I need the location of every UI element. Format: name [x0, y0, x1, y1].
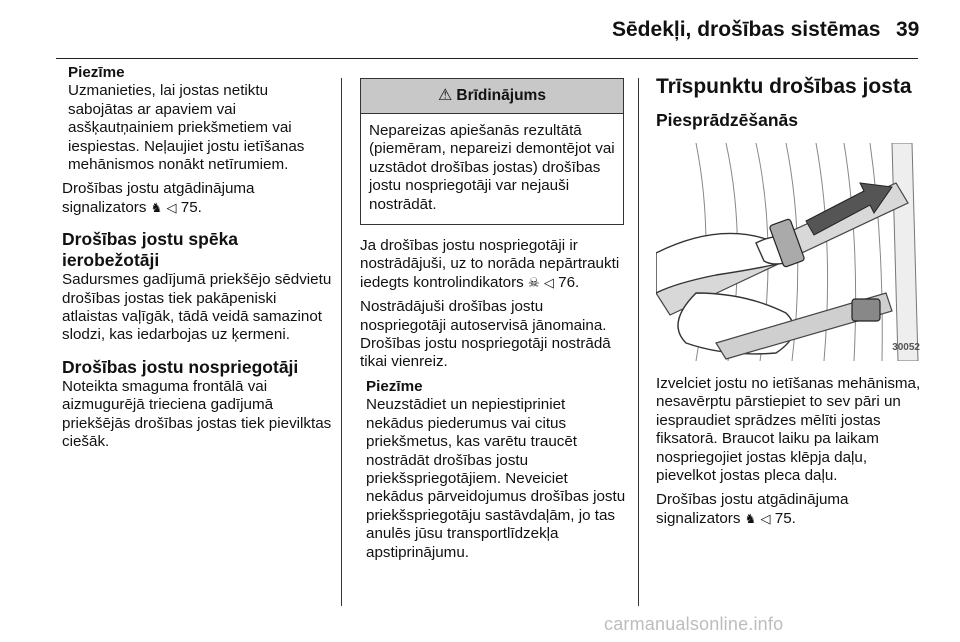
fastening-instructions: Izvelciet jostu no ietīšanas mehānisma, nesavērptu pārstiepiet to sev pāri un iespraudiet sprādzes mēlīti jostas fiksatorā. Braucot laiku pa laikam nospriegojiet jostas klēpja daļu, pievelkot jostas pleca daļu. — [656, 375, 921, 485]
reminder-page-ref[interactable]: 75. — [180, 198, 202, 216]
watermark-text: carmanualsonline.info — [604, 614, 784, 634]
page-title: Sēdekļi, drošības sistēmas — [612, 18, 881, 41]
reminder-paragraph — [62, 180, 334, 217]
note-title: Piezīme — [68, 64, 125, 81]
heading-force-limiters: Drošības jostu spēka ierobežotāji — [62, 229, 239, 271]
warning-icon: ⚠ — [438, 86, 453, 104]
reminder-page-ref-2[interactable]: 75. — [774, 509, 796, 527]
pretensioners-text: Noteikta smaguma frontālā vai aizmugurējā trieciena gadījumā priekšējās drošības jostas tiek pievilktas ciešāk. — [62, 377, 332, 451]
warning-box — [360, 78, 624, 225]
reference-arrow-icon: ◁ — [543, 274, 554, 290]
heading-fastening: Piesprādzēšanās — [656, 110, 799, 130]
note-block — [68, 64, 334, 174]
seatbelt-illustration — [656, 143, 924, 361]
indicator-page-ref[interactable]: 76. — [558, 273, 580, 291]
warning-text: Nepareizas apiešanās rezultātā (piemēram, nepareizi demontējot vai uzstādot drošības jostas) drošības jostu nospriegotāji var nejauši nostrādāt. — [369, 122, 615, 213]
warning-header — [361, 79, 623, 114]
warning-title: Brīdinājums — [456, 86, 546, 104]
note-block-2 — [366, 378, 626, 562]
note-title-2: Piezīme — [366, 377, 423, 395]
replacement-text: Nostrādājuši drošības jostu nospriegotāji autoservisā jānomaina. Drošības jostu nospriegotāji nostrādā tikai vienreiz. — [360, 298, 611, 371]
indicator-paragraph — [360, 237, 626, 292]
seatbelt-icon: ♞ — [150, 199, 163, 215]
indicator-text: Ja drošības jostu nospriegotāji ir nostrādājuši, uz to norāda nepārtraukti iedegts kontrolindikators — [360, 237, 620, 291]
column-2 — [360, 78, 626, 568]
reference-arrow-icon: ◁ — [760, 510, 771, 526]
seatbelt-drawing — [656, 143, 924, 361]
airbag-indicator-icon: ☠ — [528, 274, 540, 290]
column-divider-1 — [341, 78, 342, 606]
note-text-2: Neuzstādiet un nepiestipriniet nekādus piederumus vai citus priekšmetus, kas varētu traucēt nostrādāt drošības jostu priekšspriegotājiem. Neveiciet nekādus pārveidojumus drošības jostu priekšspriegotāju sastāvdaļām, jo tas anulēs jūsu transportlīdzekļa apstiprinājumu. — [366, 396, 626, 561]
column-3 — [656, 74, 924, 534]
reminder-paragraph-2 — [656, 491, 924, 528]
column-divider-2 — [638, 78, 639, 606]
column-1 — [62, 64, 334, 458]
reminder-text: Drošības jostu atgādinājuma signalizators — [62, 180, 255, 216]
seatbelt-icon: ♞ — [744, 510, 757, 526]
reminder-text-2: Drošības jostu atgādinājuma signalizators — [656, 491, 849, 527]
note-text: Uzmanieties, lai jostas netiktu sabojātas ar apaviem vai asšķautņainiem priekšmetiem vai iespiestas. Neļaujiet jostu ietīšanas mehānismos nonākt netīrumiem. — [68, 82, 305, 174]
figure-number: 30052 — [892, 341, 920, 353]
heading-three-point-belt: Trīspunktu drošības josta — [656, 75, 912, 98]
page-number: 39 — [896, 18, 920, 41]
heading-pretensioners: Drošības jostu nospriegotāji — [62, 356, 299, 377]
reference-arrow-icon: ◁ — [166, 199, 177, 215]
header-divider — [56, 58, 918, 59]
limiters-text: Sadursmes gadījumā priekšējo sēdvietu drošības jostas tiek pakāpeniski atlaistas vaļīgāk, tādā veidā samazinot slodzi, kas iedarbojas uz ķermeni. — [62, 271, 332, 344]
page-header — [0, 0, 960, 60]
